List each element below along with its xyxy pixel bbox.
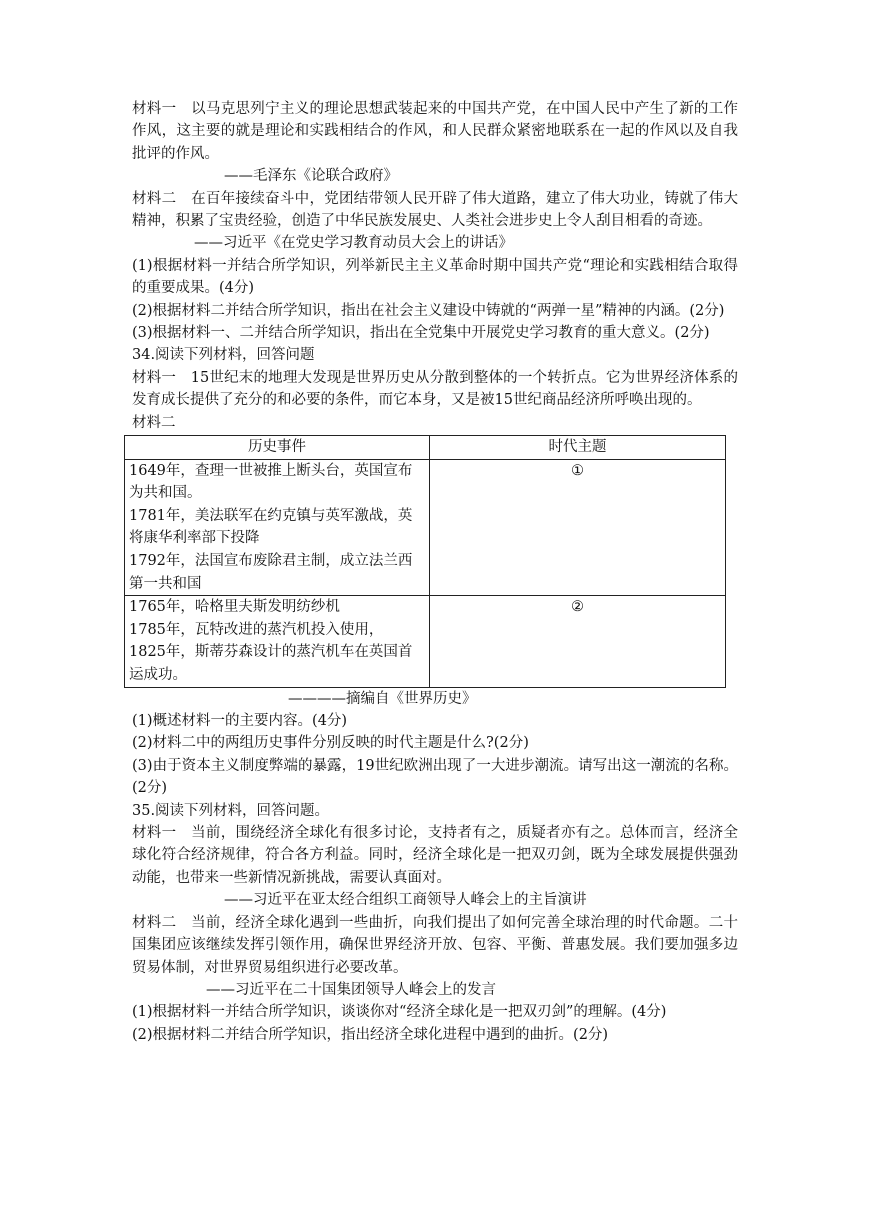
text-paragraph: (2)根据材料二并结合所学知识，指出经济全球化进程中遇到的曲折。(2分) (132, 1026, 609, 1043)
event-item: 1785年，瓦特改进的蒸汽机投入使用， (129, 621, 384, 638)
text-paragraph: 34.阅读下列材料，回答问题 (132, 347, 315, 364)
text-paragraph: (1)根据材料一并结合所学知识，谈谈你对“经济全球化是一把双刃剑”的理解。(4分) (132, 1004, 667, 1021)
source-citation: ——习近平在二十国集团领导人峰会上的发言 (206, 981, 496, 998)
table-row (125, 459, 726, 596)
event-item: 1825年，斯蒂芬森设计的蒸汽机车在英国首运成功。 (129, 644, 413, 684)
text-paragraph: (1)概述材料一的主要内容。(4分) (132, 713, 348, 730)
text-paragraph: 材料二 当前，经济全球化遇到一些曲折，向我们提出了如何完善全球治理的时代命题。二十国集团应该继续发挥引领作用，确保世界经济开放、包容、平衡、普惠发展。我们要加强多边贸易体制，对世界贸易组织进行必要改革。 (132, 914, 738, 976)
text-paragraph: 材料一 15世纪末的地理大发现是世界历史从分散到整体的一个转折点。它为世界经济体系的发育成长提供了充分的和必要的条件，而它本身，又是被15世纪商品经济所呼唤出现的。 (132, 369, 738, 409)
text-paragraph: (2)根据材料二并结合所学知识，指出在社会主义建设中铸就的“两弹一星”精神的内涵。(2分) (132, 302, 725, 319)
exam-page (129, 98, 738, 1046)
theme-cell: ② (430, 596, 726, 687)
header-events: 历史事件 (125, 436, 430, 460)
table-row (125, 596, 726, 687)
source-citation: ——毛泽东《论联合政府》 (224, 168, 398, 185)
text-paragraph: (3)由于资本主义制度弊端的暴露，19世纪欧洲出现了一大进步潮流。请写出这一潮流的名称。(2分) (132, 757, 738, 797)
text-paragraph: (3)根据材料一、二并结合所学知识，指出在全党集中开展党史学习教育的重大意义。(2分) (132, 325, 710, 342)
text-paragraph: (1)根据材料一并结合所学知识，列举新民主主义革命时期中国共产党“理论和实践相结合取得的重要成果。(4分) (132, 257, 738, 297)
table-header-row (125, 436, 726, 460)
source-citation: ——习近平在亚太经合组织工商领导人峰会上的主旨演讲 (224, 892, 587, 909)
source-citation: ——习近平《在党史学习教育动员大会上的讲话》 (194, 235, 513, 252)
event-item: 1792年，法国宣布废除君主制，成立法兰西第一共和国 (129, 553, 413, 592)
text-paragraph: 材料一 当前，围绕经济全球化有很多讨论，支持者有之，质疑者亦有之。总体而言，经济全球化符合经济规律，符合各方利益。同时，经济全球化是一把双刃剑，既为全球发展提供强劲动能，也带来一些新情况新挑战，需要认真面对。 (132, 825, 738, 886)
header-theme: 时代主题 (430, 436, 726, 460)
text-paragraph: (2)材料二中的两组历史事件分别反映的时代主题是什么?(2分) (132, 735, 529, 752)
text-paragraph: 材料二 在百年接续奋斗中，党团结带领人民开辟了伟大道路，建立了伟大功业，铸就了伟大精神，积累了宝贵经验，创造了中华民族发展史、人类社会进步史上令人刮目相看的奇迹。 (132, 190, 738, 230)
source-citation: ————摘编自《世界历史》 (288, 690, 477, 707)
history-events-table (124, 435, 726, 688)
text-paragraph: 材料一 以马克思列宁主义的理论思想武装起来的中国共产党，在中国人民中产生了新的工作作风，这主要的就是理论和实践相结合的作风，和人民群众紧密地联系在一起的作风以及自我批评的作风。 (132, 101, 738, 162)
text-paragraph: 材料二 (132, 414, 176, 431)
event-item: 1781年，美法联军在约克镇与英军激战，英将康华利率部下投降 (129, 507, 413, 547)
event-item: 1649年，查理一世被推上断头台，英国宣布为共和国。 (129, 462, 413, 502)
exam-content (129, 98, 738, 1046)
theme-cell: ① (430, 459, 726, 596)
text-paragraph: 35.阅读下列材料，回答问题。 (132, 802, 330, 819)
event-item: 1765年，哈格里夫斯发明纺纱机 (129, 599, 340, 616)
events-cell (125, 459, 430, 596)
events-cell (125, 596, 430, 687)
